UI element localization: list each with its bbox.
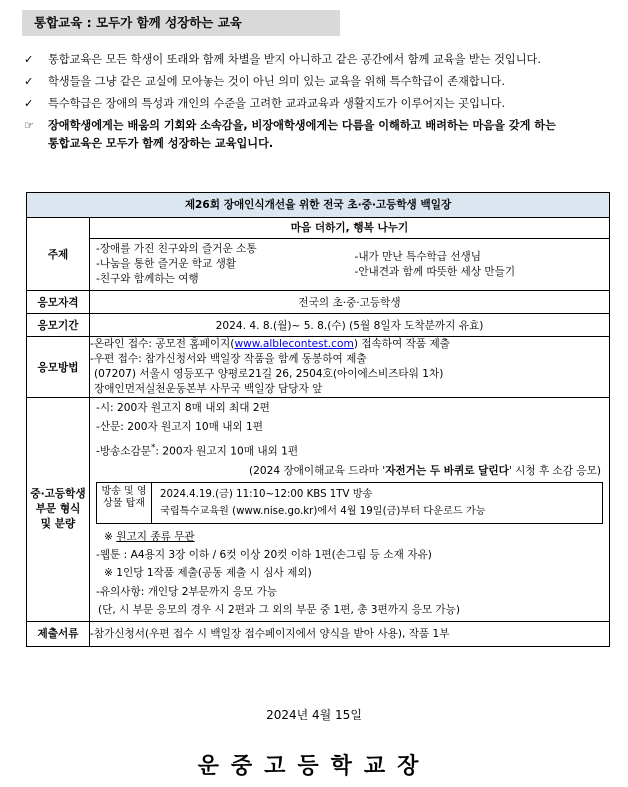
prose-rule: -산문: 200자 원고지 10매 내외 1편 [96,421,264,433]
documents-value: -참가신청서(우편 접수 시 백일장 접수페이지에서 양식을 받아 사용), 작품 1부 [90,621,610,646]
bullet-text: 학생들을 그냥 같은 교실에 모아놓는 것이 아닌 의미 있는 교육을 위해 특수학급이 존재합니다. [48,75,505,88]
mail-submission: -우편 접수: 참가신청서와 백일장 작품을 함께 동봉하여 제출 [90,353,367,365]
method-label: 응모방법 [27,337,90,398]
emphasis-note-cont [24,136,614,152]
caution-detail: (단, 시 부문 응모의 경우 시 2편과 그 외의 부문 중 1편, 총 3편까지 응모 가능) [98,603,461,616]
contest-table [26,192,610,647]
mail-address: (07207) 서울시 영등포구 양평로21길 26, 2504호(아이에스비즈타워 1차) [94,368,444,380]
drama-note [90,460,609,479]
eligibility-value: 전국의 초·중·고등학생 [90,291,610,314]
bullet-text: 통합교육은 모든 학생이 또래와 함께 차별을 받지 아니하고 같은 공간에서 함께 교육을 받는 것입니다. [48,53,541,66]
eligibility-label: 응모자격 [27,291,90,314]
online-text: -온라인 접수: 공모전 홈페이지( [90,338,235,350]
topic-label: 주제 [27,218,90,291]
one-per-person-note: ※ 1인당 1작품 제출(공동 제출 시 심사 제외) [104,566,312,579]
topic-cell [90,218,610,291]
topic-item: -친구와 함께하는 여행 [96,273,199,285]
bullet-item [24,96,614,112]
broadcast-box-content [152,483,494,523]
emphasis-line-2: 통합교육은 모두가 함께 성장하는 교육입니다. [48,137,274,150]
bullet-list [24,52,614,158]
broadcast-time: 2024.4.19.(금) 11:10~12:00 KBS 1TV 방송 [160,488,373,500]
section-title: 통합교육 : 모두가 함께 성장하는 교육 [22,10,340,36]
emphasis-line-1: 장애학생에게는 배움의 기회와 소속감을, 비장애학생에게는 다름을 이해하고 배려하는 마음을 갖게 하는 [48,119,556,132]
contest-title: 제26회 장애인식개선을 위한 전국 초·중·고등학생 백일장 [27,193,610,218]
bullet-text: 특수학급은 장애의 특성과 개인의 수준을 고려한 교과교육과 생활지도가 이루어지는 곳입니다. [48,97,506,110]
note-mark: ※ [104,530,113,543]
broadcast-text: -방송소감문 [96,445,151,458]
division-label [27,398,90,622]
bullet-item [24,52,614,68]
school-signature: 운중고등학교장 [197,753,431,779]
drama-title: 자전거는 두 바퀴로 달린다 [385,464,509,477]
period-label: 응모기간 [27,314,90,337]
check-icon: ✓ [24,75,34,88]
topic-list [90,239,609,290]
poem-rule: -시: 200자 원고지 8매 내외 최대 2편 [96,402,270,414]
pointing-hand-icon: ☞ [24,119,35,132]
division-label-text: 중·고등학생 부문 형식 및 분량 [30,487,86,530]
topic-item: -내가 만난 특수학급 선생님 [354,251,481,263]
period-value: 2024. 4. 8.(월)~ 5. 8.(수) (5월 8일자 도착분까지 유효) [90,314,610,337]
check-icon: ✓ [24,53,34,66]
drama-text-end: ' 시청 후 소감 응모) [508,464,601,477]
bullet-item [24,74,614,90]
drama-text: (2024 장애이해교육 드라마 ' [248,464,386,477]
documents-label: 제출서류 [27,621,90,646]
download-info: 국립특수교육원 (www.nise.go.kr)에서 4월 19일(금)부터 다운로드 가능 [160,505,486,517]
topic-item: -안내견과 함께 따뜻한 세상 만들기 [354,266,516,278]
broadcast-text-end: : 200자 원고지 10매 내외 1편 [155,445,299,458]
online-text-end: ) 접속하여 작품 제출 [353,338,450,350]
emphasis-note [24,118,614,134]
broadcast-rule [90,435,609,460]
method-cell [90,337,610,398]
check-icon: ✓ [24,97,34,110]
division-cell [90,398,610,622]
broadcast-sup: * [151,443,156,453]
topic-item: -장애를 가진 친구와의 즐거운 소통 [96,243,257,255]
online-submission [90,337,609,352]
caution-rule: -유의사항: 개인당 2부문까지 응모 가능 [96,585,278,598]
webtoon-rule: -웹툰 : A4용지 3장 이하 / 6컷 이상 20컷 이하 1편(손그림 등 소재 자유) [96,548,432,561]
paper-note-text: 원고지 종류 무관 [116,530,195,543]
broadcast-info-box [96,482,603,524]
contest-homepage-link[interactable]: www.alblecontest.com [234,338,354,350]
topic-headline: 마음 더하기, 행복 나누기 [90,218,609,239]
broadcast-box-label: 방송 및 영상물 탑재 [97,483,152,523]
issue-date: 2024년 4월 15일 [266,708,362,722]
mail-recipient: 장애인먼저실천운동본부 사무국 백일장 담당자 앞 [94,383,323,395]
topic-item: -나눔을 통한 즐거운 학교 생활 [96,258,237,270]
paper-note [90,528,609,545]
